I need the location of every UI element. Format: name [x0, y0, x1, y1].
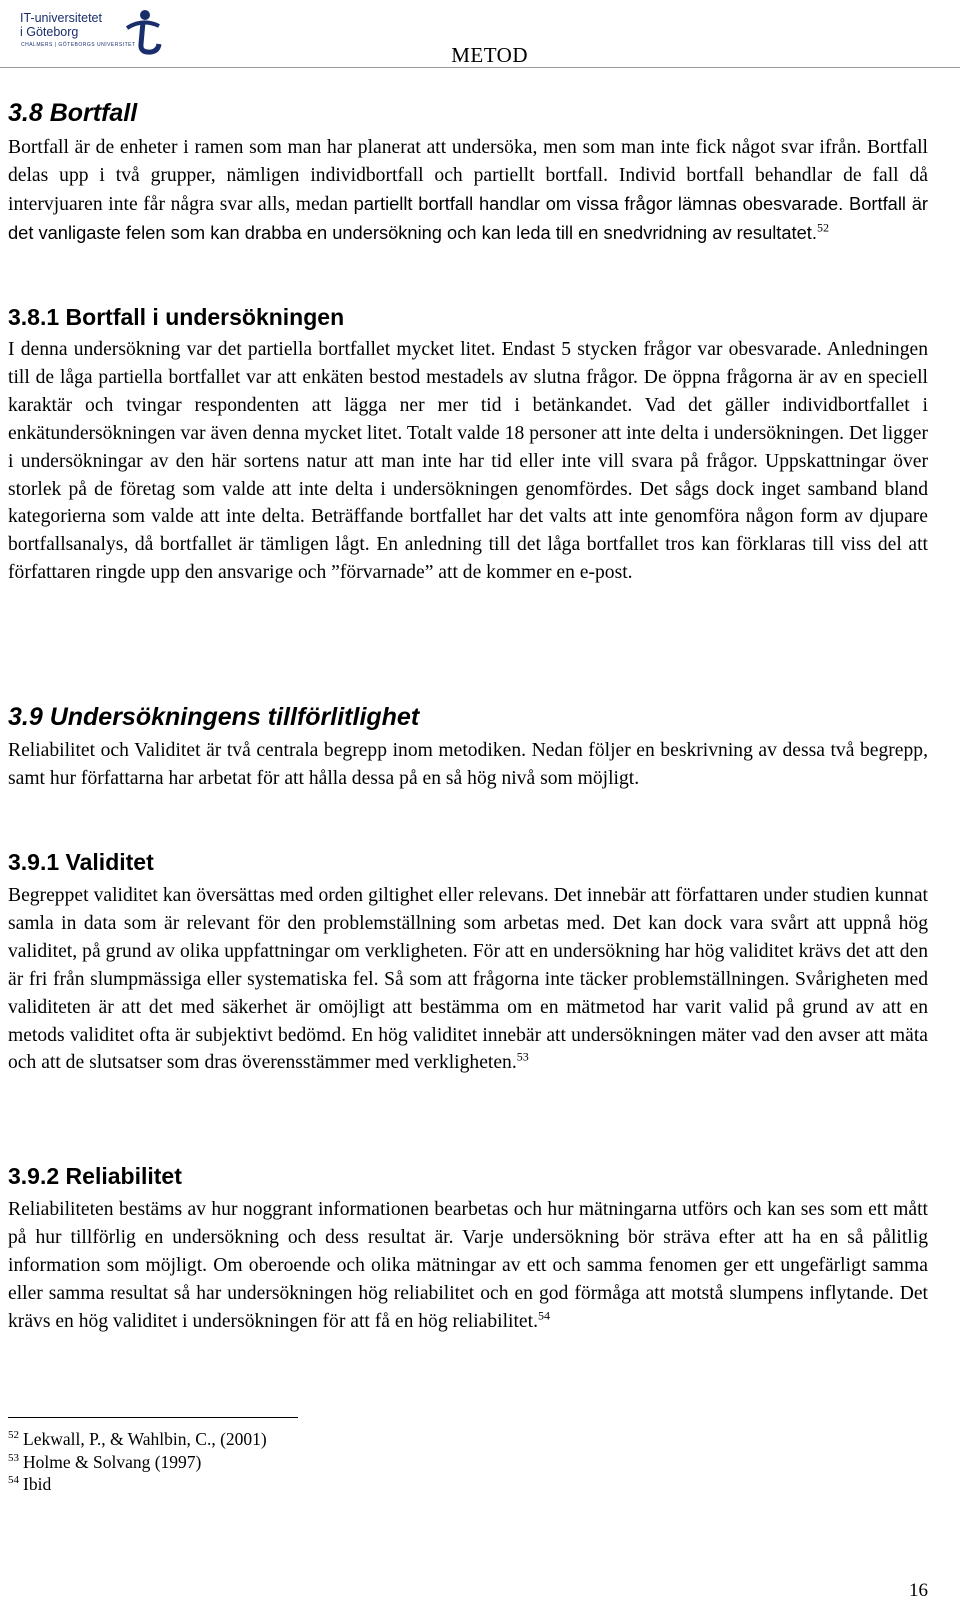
heading-3-9-2: 3.9.2 Reliabilitet: [8, 1163, 182, 1189]
footnote-number: 52: [8, 1429, 19, 1442]
section-3-8: [8, 98, 928, 248]
paragraph-bortfall-undersokning: I denna undersökning var det partiella bortfallet mycket litet. Endast 5 stycken frågor var obesvarade. Anledningen till de låga partiella bortfallet var att enkäten bestod mestadels av slutna frågor. De öppna frågorna är av en speciell karaktär och tvingar respondenten att lägga ner mer tid i betänkandet. Vad det gäller individbortfallet i enkätundersökningen var även denna mycket litet. Totalt valde 18 personer att inte delta i undersökningen. Det ligger i undersökningar av den här sortens natur att man inte har tid eller inte vill svara på frågor. Uppskattningar över storlek på de företag som valde att inte delta i undersökningen genomfördes. Det sågs dock inget samband bland kategorierna som valde att inte delta. Beträffande bortfallet har det valts att inte genomföra någon form av djupare bortfallsanalys, då bortfallet är tämligen lågt. En anledning till det låga bortfallet tros kan förklaras till viss del att författaren ringde upp den ansvarige och ”förvarnade” att de kommer en e-post.: [8, 339, 928, 584]
paragraph-reliabilitet: [8, 1196, 928, 1336]
heading-3-8: 3.8 Bortfall: [8, 99, 138, 127]
section-3-9-1: [8, 848, 928, 1077]
footnote-number: 53: [8, 1451, 19, 1464]
footnotes: [8, 1428, 267, 1496]
footnote-number: 54: [8, 1474, 19, 1487]
heading-3-9-1: 3.9.1 Validitet: [8, 849, 154, 875]
section-3-9-2: [8, 1162, 928, 1336]
header-divider: [0, 67, 960, 68]
footnote-text: Ibid: [23, 1474, 52, 1494]
logo-line-1: IT-universitetet: [20, 11, 102, 25]
footnote-ref-53: 53: [516, 1049, 529, 1064]
page-number: 16: [909, 1580, 928, 1601]
footnote: [8, 1473, 267, 1496]
footnote: [8, 1451, 267, 1474]
footnote-text: Holme & Solvang (1997): [23, 1451, 202, 1472]
footnote-text: Lekwall, P., & Wahlbin, C., (2001): [23, 1429, 267, 1449]
logo-line-2: i Göteborg: [20, 25, 79, 39]
paragraph-tillforlitlighet: Reliabilitet och Validitet är två centrala begrepp inom metodiken. Nedan följer en beskrivning av dessa två begrepp, samt hur författarna har arbetat för att hålla dessa på en så hög nivå som möjligt.: [8, 740, 928, 789]
heading-3-8-1: 3.8.1 Bortfall i undersökningen: [8, 304, 345, 330]
header-title: METOD: [451, 43, 528, 67]
logo-line-3: CHALMERS | GÖTEBORGS UNIVERSITET: [21, 42, 136, 48]
footnote: [8, 1428, 267, 1451]
paragraph-reliabilitet-text: Reliabiliteten bestäms av hur noggrant informationen bearbetas och hur mätningarna utförs och kan ses som ett mått på hur tillförlig en undersökning och dess resultat är. Varje undersökning bör sträva efter att ha en så pålitlig information som möjligt. Om oberoende och olika mätningar av ett och samma fenomen ger ett ungefärligt samma eller samma resultat så har undersökningen hög reliabilitet och en god förmåga att motstå slumpens inflytande. Det krävs en hög validitet i undersökningen för att få en hög reliabilitet.: [8, 1199, 928, 1332]
paragraph-bortfall: [8, 134, 928, 248]
section-3-8-1: [8, 303, 928, 587]
it-university-emblem-icon: [121, 8, 165, 56]
paragraph-bortfall-part1: Bortfall är de enheter i ramen som man har planerat att undersöka, men som man inte fick något svar ifrån. Bortfall delas upp i två grupper, nämligen individbortfall och partiellt bortfall. Individ bortfall behandlar de fall då intervjuaren inte får några svar alls, medan: [8, 137, 928, 215]
paragraph-bortfall-part2: partiellt bortfall handlar om vissa frågor lämnas obesvarade. Bortfall är det vanligaste felen som kan drabba en undersökning och kan leda till en snedvridning av resultatet.: [8, 192, 928, 243]
paragraph-validitet-text: Begreppet validitet kan översättas med orden giltighet eller relevans. Det innebär att författaren under studien kunnat samla in data som är relevant för den problemställning som arbetas med. Det kan dock vara svårt att uppnå hög validitet, på grund av olika uppfattningar om verkligheten. För att en undersökning har hög validitet krävs det att den är fri från slumpmässiga eller systematiska fel. Så som att frågorna inte täcker problemställningen. Svårigheten med validiteten är att det med säkerhet är omöjligt att bestämma om en mätmetod har varit valid på grund av att en metods validitet ofta är subjektivt bedömd. En hög validitet innebär att undersökningen mäter vad den avser att mäta och att de slutsatser som dras överensstämmer med verkligheten.: [8, 885, 928, 1074]
footnote-ref-54: 54: [537, 1308, 550, 1323]
footnote-divider: [8, 1417, 298, 1418]
section-3-9: [8, 702, 928, 793]
heading-3-9: 3.9 Undersökningens tillförlitlighet: [8, 703, 420, 731]
footnote-ref-52: 52: [816, 220, 829, 235]
paragraph-validitet: [8, 882, 928, 1077]
university-logo: [8, 6, 168, 52]
